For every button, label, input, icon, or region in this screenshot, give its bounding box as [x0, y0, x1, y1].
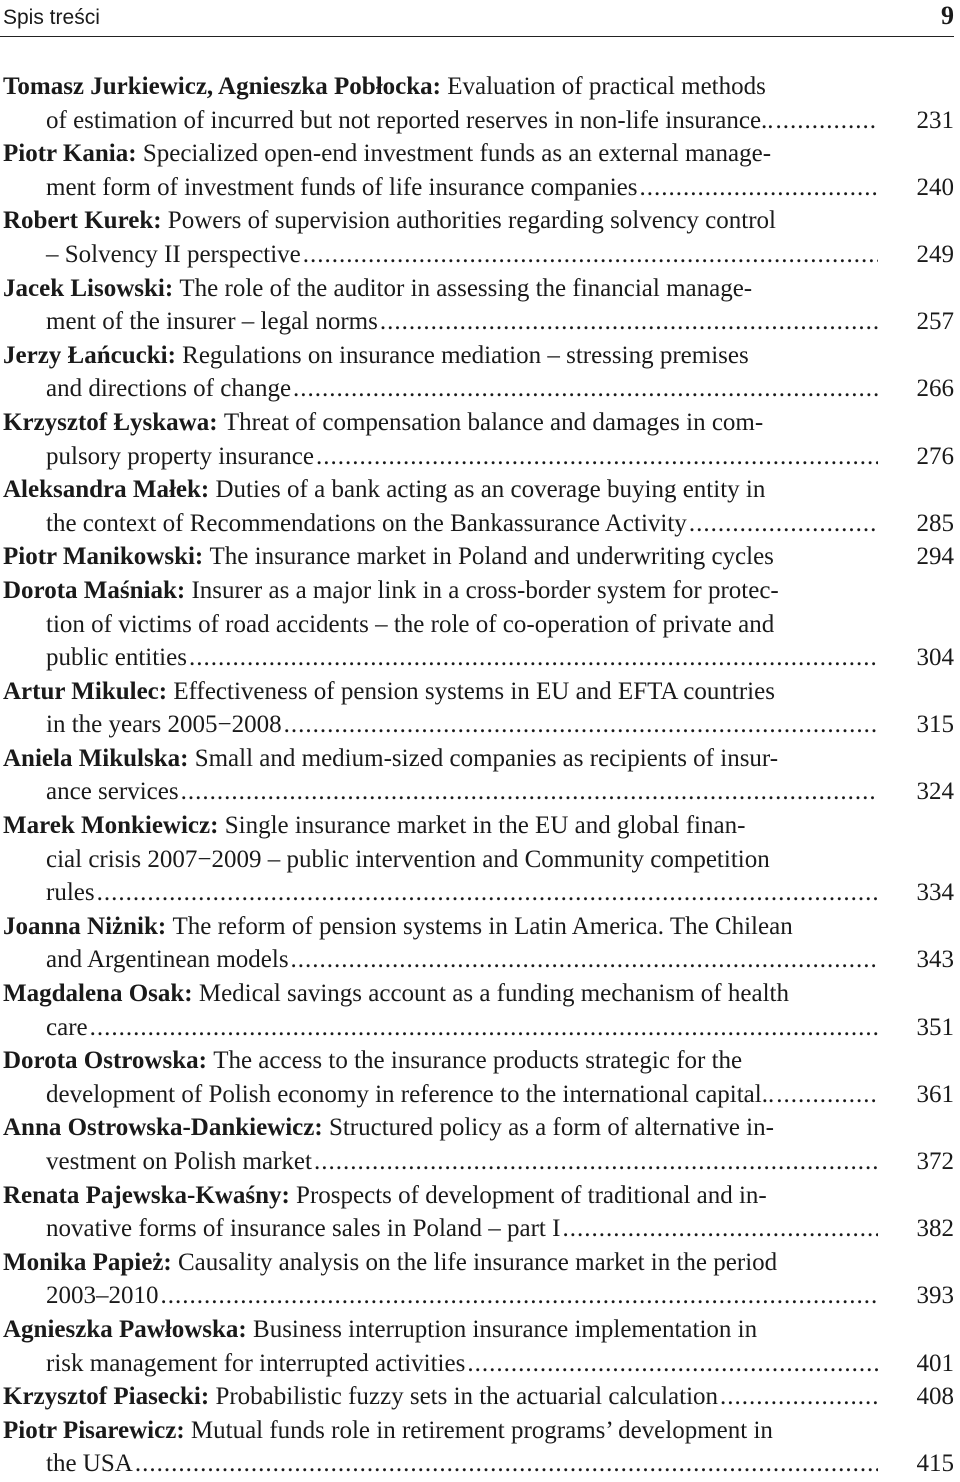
entry-title-text: risk management for interrupted activities [46, 1349, 466, 1377]
entry-title-text: Threat of compensation balance and damages in com- [223, 408, 764, 436]
entry-author: Jacek Lisowski: [3, 274, 174, 302]
entry-page-number: 249 [916, 240, 954, 268]
entry-title-text: Mutual funds role in retirement programs’ development in [190, 1416, 773, 1444]
entry-author: Piotr Pisarewicz: [3, 1416, 185, 1444]
entry-author: Magdalena Osak: [3, 980, 193, 1008]
entry-title-text: Single insurance market in the EU and global finan- [224, 812, 746, 840]
toc-entry-line [3, 1313, 954, 1347]
toc-entry[interactable] [3, 1246, 954, 1313]
toc-entry-line [3, 708, 954, 742]
entry-page-number: 372 [916, 1148, 954, 1175]
entry-author: Marek Monkiewicz: [3, 812, 219, 840]
entry-title-text: the context of Recommendations on the Bankassurance Activity [46, 509, 687, 537]
entry-title-text: The access to the insurance products strategic for the [213, 1047, 743, 1075]
dot-leader [640, 171, 878, 205]
dot-leader [291, 943, 878, 977]
entry-page-number: 382 [916, 1215, 954, 1243]
dot-leader [293, 372, 878, 406]
toc-entry-line [3, 238, 954, 272]
entry-title-text: in the years 2005−2008 [46, 711, 282, 739]
entry-author: Renata Pajewska-Kwaśny: [3, 1181, 290, 1209]
toc-entry-line [3, 540, 954, 574]
toc-entry-line [3, 775, 954, 809]
entry-title-text: – Solvency II perspective [46, 240, 301, 268]
toc-entry-line [3, 1044, 954, 1078]
toc-entry[interactable] [3, 675, 954, 742]
dot-leader [303, 238, 878, 272]
entry-title-text: The role of the auditor in assessing the financial manage- [179, 274, 753, 302]
dot-leader [97, 876, 878, 910]
entry-page-number: 304 [916, 644, 954, 672]
toc-entry-line [3, 1246, 954, 1280]
entry-title-text: and directions of change [46, 375, 292, 403]
entry-page-number: 361 [916, 1080, 954, 1108]
entry-author: Monika Papież: [3, 1248, 172, 1276]
toc-entry-line [3, 406, 954, 440]
dot-leader [135, 1447, 878, 1481]
toc-entry-line [3, 339, 954, 373]
entry-author: Agnieszka Pawłowska: [3, 1315, 247, 1343]
dot-leader [189, 641, 878, 675]
toc-entry-line [3, 104, 954, 138]
entry-page-number: 324 [916, 778, 954, 806]
entry-author: Piotr Manikowski: [3, 543, 204, 571]
entry-page-number: 257 [916, 308, 954, 336]
toc-entry[interactable] [3, 977, 954, 1044]
entry-author: Dorota Maśniak: [3, 576, 186, 604]
entry-title-text: The insurance market in Poland and underwriting cycles [209, 543, 774, 571]
entry-author: Aleksandra Małek: [3, 476, 210, 504]
entry-author: Tomasz Jurkiewicz, Agnieszka Pobłocka: [3, 73, 441, 100]
toc-entry-line [3, 977, 954, 1011]
entry-page-number: 393 [916, 1282, 954, 1310]
dot-leader [776, 1078, 878, 1112]
toc-entry-line [3, 372, 954, 406]
toc-entry[interactable] [3, 1044, 954, 1111]
entry-page-number: 315 [916, 711, 954, 739]
toc-entry[interactable] [3, 204, 954, 271]
toc-entry-line [3, 1447, 954, 1481]
toc-entry-line [3, 1011, 954, 1045]
toc-entry[interactable] [3, 1179, 954, 1246]
entry-author: Artur Mikulec: [3, 677, 168, 705]
dot-leader [467, 1347, 878, 1381]
entry-title-text: the USA [46, 1450, 133, 1478]
entry-title-text: ance services [46, 778, 179, 806]
toc-entry[interactable] [3, 1111, 954, 1178]
entry-title-text: Prospects of development of traditional and in- [296, 1181, 767, 1209]
toc-entry[interactable] [3, 406, 954, 473]
entry-title-text: cial crisis 2007−2009 – public intervention and Community competition [46, 845, 770, 873]
toc-entry-line [3, 608, 954, 642]
entry-title-text: Structured policy as a form of alternative in- [328, 1114, 774, 1142]
dot-leader [284, 708, 878, 742]
toc-entry-line [3, 843, 954, 877]
entry-title-text: Powers of supervision authorities regarding solvency control [167, 207, 776, 235]
entry-title-text: Small and medium-sized companies as recipients of insur- [194, 744, 779, 772]
entry-author: Jerzy Łańcucki: [3, 341, 176, 369]
entry-page-number: 276 [916, 442, 954, 470]
entry-title-text: Causality analysis on the life insurance market in the period [178, 1248, 778, 1276]
toc-entry-line [3, 1380, 954, 1414]
entry-page-number: 266 [916, 375, 954, 403]
toc-entry[interactable] [3, 742, 954, 809]
dot-leader [562, 1212, 878, 1246]
entry-title-text: ment of the insurer – legal norms [46, 308, 378, 336]
entry-title-text: ment form of investment funds of life insurance companies [46, 173, 638, 201]
entry-page-number: 351 [916, 1013, 954, 1041]
toc-entry-line [3, 1179, 954, 1213]
toc-entry[interactable] [3, 339, 954, 406]
toc-entry-line [3, 1347, 954, 1381]
toc-entry-line [3, 1145, 954, 1179]
toc-entry-line [3, 1111, 954, 1145]
dot-leader [181, 775, 878, 809]
entry-author: Joanna Niżnik: [3, 912, 167, 940]
toc-entry-line [3, 171, 954, 205]
toc-entry-line [3, 1414, 954, 1448]
entry-page-number: 408 [916, 1383, 954, 1411]
entry-author: Anna Ostrowska-Dankiewicz: [3, 1114, 323, 1142]
toc-entry-line [3, 507, 954, 541]
toc-entry-line [3, 305, 954, 339]
entry-page-number: 334 [916, 879, 954, 907]
toc-entry-line [3, 876, 954, 910]
toc-entry-line [3, 1078, 954, 1112]
dot-leader [380, 305, 878, 339]
dot-leader [314, 1145, 878, 1179]
entry-author: Robert Kurek: [3, 207, 162, 235]
entry-page-number: 294 [916, 543, 954, 571]
entry-author: Piotr Kania: [3, 140, 137, 168]
entry-title-text: Business interruption insurance implementation in [253, 1315, 758, 1343]
entry-title-text: novative forms of insurance sales in Poland – part I [46, 1215, 561, 1243]
toc-entry-line [3, 204, 954, 238]
entry-title-text: rules [46, 879, 95, 907]
entry-title-text: development of Polish economy in reference to the international capital.. [46, 1080, 775, 1108]
toc-entry[interactable] [3, 1380, 954, 1414]
entry-title-text: Probabilistic fuzzy sets in the actuarial calculation [215, 1383, 719, 1411]
toc-entry[interactable] [3, 70, 954, 137]
toc-entry-line [3, 742, 954, 776]
toc-entry-line [3, 809, 954, 843]
toc-entry-line [3, 910, 954, 944]
entry-title-text: Effectiveness of pension systems in EU and EFTA countries [173, 677, 775, 705]
dot-leader [161, 1279, 879, 1313]
toc-entry-line [3, 137, 954, 171]
toc-entry[interactable] [3, 272, 954, 339]
entry-author: Dorota Ostrowska: [3, 1047, 207, 1075]
section-title: Spis treści [3, 6, 100, 29]
entry-title-text: The reform of pension systems in Latin America. The Chilean [172, 912, 793, 940]
entry-page-number: 231 [916, 106, 954, 134]
entry-author: Krzysztof Piasecki: [3, 1383, 210, 1411]
entry-title-text: Medical savings account as a funding mechanism of health [198, 980, 789, 1008]
toc-entry[interactable] [3, 1313, 954, 1380]
entry-title-text: vestment on Polish market [46, 1148, 312, 1175]
toc-entry[interactable] [3, 540, 954, 574]
entry-page-number: 401 [916, 1349, 954, 1377]
dot-leader [689, 507, 878, 541]
toc-entry-line [3, 440, 954, 474]
table-of-contents [3, 70, 954, 1481]
toc-entry[interactable] [3, 1414, 954, 1481]
entry-title-text: Evaluation of practical methods [447, 73, 766, 100]
toc-entry-line [3, 675, 954, 709]
entry-title-text: Specialized open-end investment funds as an external manage- [142, 140, 772, 168]
toc-entry-line [3, 641, 954, 675]
dot-leader [720, 1380, 878, 1414]
entry-title-text: Regulations on insurance mediation – stressing premises [182, 341, 749, 369]
entry-title-text: public entities [46, 644, 187, 672]
entry-page-number: 240 [916, 173, 954, 201]
entry-page-number: 285 [916, 509, 954, 537]
dot-leader [316, 440, 878, 474]
entry-title-text: Duties of a bank acting as an coverage buying entity in [215, 476, 766, 504]
toc-entry-line [3, 943, 954, 977]
dot-leader [776, 104, 878, 138]
toc-entry[interactable] [3, 809, 954, 910]
page-number: 9 [941, 1, 954, 30]
entry-title-text: pulsory property insurance [46, 442, 314, 470]
entry-title-text: tion of victims of road accidents – the role of co-operation of private and [46, 610, 775, 638]
page-header [0, 0, 954, 37]
toc-entry[interactable] [3, 473, 954, 540]
entry-page-number: 343 [916, 946, 954, 974]
entry-title-text: and Argentinean models [46, 946, 289, 974]
entry-title-text: of estimation of incurred but not reported reserves in non-life insurance.. [46, 106, 774, 134]
toc-entry[interactable] [3, 574, 954, 675]
entry-title-text: Insurer as a major link in a cross-border system for protec- [191, 576, 779, 604]
entry-title-text: 2003–2010 [46, 1282, 159, 1310]
entry-author: Aniela Mikulska: [3, 744, 189, 772]
dot-leader [90, 1011, 878, 1045]
toc-entry-line [3, 70, 954, 104]
entry-title-text: care [46, 1013, 88, 1041]
toc-entry[interactable] [3, 910, 954, 977]
toc-entry-line [3, 272, 954, 306]
toc-entry-line [3, 1279, 954, 1313]
entry-author: Krzysztof Łyskawa: [3, 408, 218, 436]
toc-entry-line [3, 574, 954, 608]
toc-entry-line [3, 473, 954, 507]
entry-page-number: 415 [916, 1450, 954, 1478]
toc-entry[interactable] [3, 137, 954, 204]
toc-entry-line [3, 1212, 954, 1246]
